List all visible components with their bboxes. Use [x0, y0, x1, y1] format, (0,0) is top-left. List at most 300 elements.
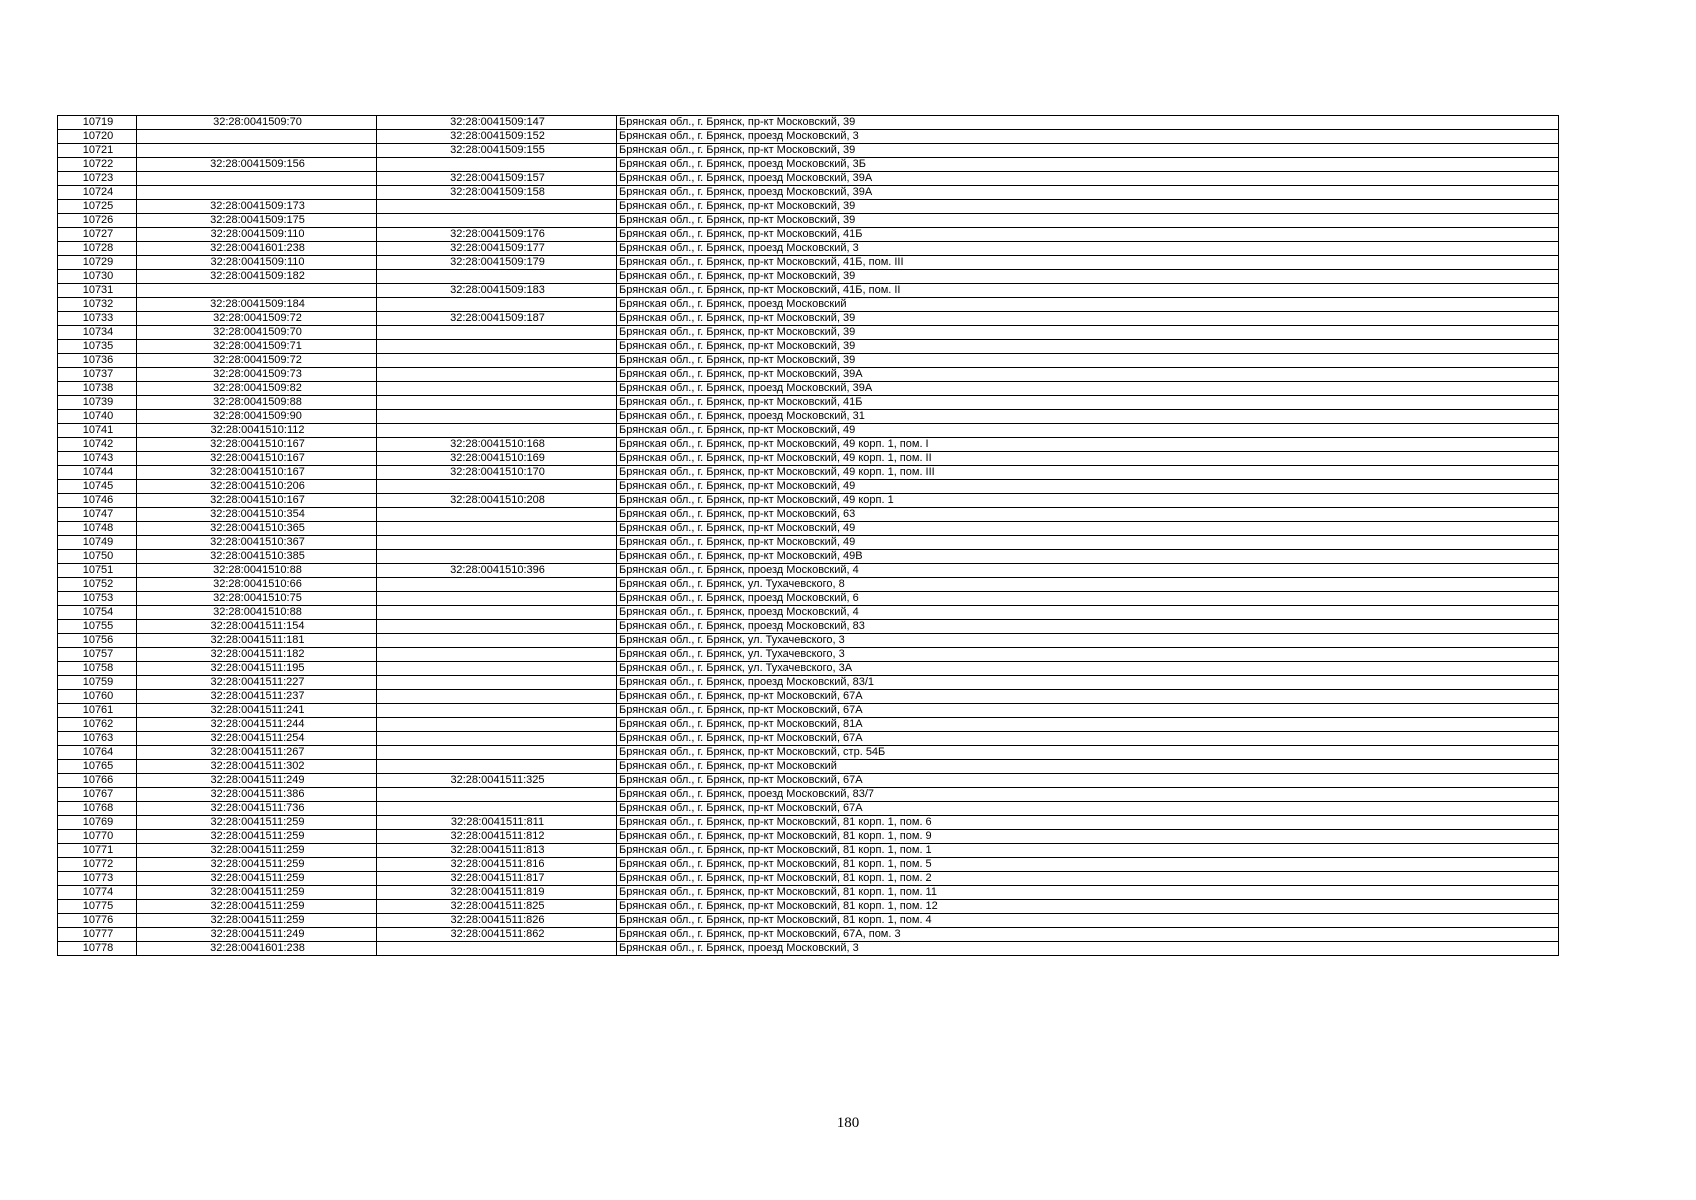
object-cadastral-number-cell [377, 662, 617, 676]
object-cadastral-number-cell: 32:28:0041509:176 [377, 228, 617, 242]
address-cell: Брянская обл., г. Брянск, пр-кт Московский, 49 корп. 1, пом. I [617, 438, 1559, 452]
cadastral-number-cell: 32:28:0041510:367 [137, 536, 377, 550]
row-number-cell: 10727 [58, 228, 137, 242]
table-row [58, 158, 1559, 172]
table-row [58, 116, 1559, 130]
object-cadastral-number-cell: 32:28:0041511:825 [377, 900, 617, 914]
address-cell: Брянская обл., г. Брянск, пр-кт Московский, 67А [617, 690, 1559, 704]
cadastral-number-cell: 32:28:0041509:182 [137, 270, 377, 284]
cadastral-number-cell: 32:28:0041511:259 [137, 830, 377, 844]
cadastral-number-cell: 32:28:0041510:75 [137, 592, 377, 606]
object-cadastral-number-cell: 32:28:0041510:168 [377, 438, 617, 452]
address-cell: Брянская обл., г. Брянск, пр-кт Московский [617, 760, 1559, 774]
table-row [58, 802, 1559, 816]
object-cadastral-number-cell: 32:28:0041509:155 [377, 144, 617, 158]
table-row [58, 704, 1559, 718]
row-number-cell: 10744 [58, 466, 137, 480]
object-cadastral-number-cell: 32:28:0041509:152 [377, 130, 617, 144]
object-cadastral-number-cell [377, 690, 617, 704]
object-cadastral-number-cell: 32:28:0041511:817 [377, 872, 617, 886]
address-cell: Брянская обл., г. Брянск, пр-кт Московский, 49 [617, 522, 1559, 536]
cadastral-number-cell: 32:28:0041511:241 [137, 704, 377, 718]
object-cadastral-number-cell [377, 410, 617, 424]
row-number-cell: 10759 [58, 676, 137, 690]
table-row [58, 284, 1559, 298]
table-row [58, 634, 1559, 648]
object-cadastral-number-cell [377, 648, 617, 662]
table-row [58, 676, 1559, 690]
address-cell: Брянская обл., г. Брянск, пр-кт Московский, 39 [617, 214, 1559, 228]
row-number-cell: 10775 [58, 900, 137, 914]
row-number-cell: 10751 [58, 564, 137, 578]
row-number-cell: 10721 [58, 144, 137, 158]
object-cadastral-number-cell: 32:28:0041511:325 [377, 774, 617, 788]
address-cell: Брянская обл., г. Брянск, пр-кт Московский, 81А [617, 718, 1559, 732]
cadastral-number-cell: 32:28:0041511:259 [137, 872, 377, 886]
address-cell: Брянская обл., г. Брянск, пр-кт Московский, 39 [617, 116, 1559, 130]
row-number-cell: 10750 [58, 550, 137, 564]
table-row [58, 788, 1559, 802]
object-cadastral-number-cell [377, 676, 617, 690]
object-cadastral-number-cell [377, 942, 617, 956]
table-row [58, 900, 1559, 914]
object-cadastral-number-cell: 32:28:0041511:862 [377, 928, 617, 942]
table-row [58, 382, 1559, 396]
table-row [58, 270, 1559, 284]
cadastral-number-cell: 32:28:0041509:88 [137, 396, 377, 410]
row-number-cell: 10757 [58, 648, 137, 662]
row-number-cell: 10767 [58, 788, 137, 802]
row-number-cell: 10739 [58, 396, 137, 410]
row-number-cell: 10761 [58, 704, 137, 718]
address-cell: Брянская обл., г. Брянск, проезд Московский, 3 [617, 130, 1559, 144]
table-row [58, 256, 1559, 270]
table-row [58, 228, 1559, 242]
cadastral-number-cell: 32:28:0041509:70 [137, 116, 377, 130]
table-row [58, 144, 1559, 158]
address-cell: Брянская обл., г. Брянск, проезд Московский, 83/1 [617, 676, 1559, 690]
address-cell: Брянская обл., г. Брянск, проезд Московский, 39А [617, 172, 1559, 186]
object-cadastral-number-cell [377, 760, 617, 774]
object-cadastral-number-cell [377, 634, 617, 648]
row-number-cell: 10726 [58, 214, 137, 228]
object-cadastral-number-cell [377, 732, 617, 746]
table-row [58, 844, 1559, 858]
address-cell: Брянская обл., г. Брянск, пр-кт Московский, 39А [617, 368, 1559, 382]
object-cadastral-number-cell [377, 214, 617, 228]
row-number-cell: 10732 [58, 298, 137, 312]
cadastral-number-cell [137, 172, 377, 186]
address-cell: Брянская обл., г. Брянск, пр-кт Московский, 81 корп. 1, пом. 1 [617, 844, 1559, 858]
address-cell: Брянская обл., г. Брянск, пр-кт Московский, 39 [617, 200, 1559, 214]
object-cadastral-number-cell: 32:28:0041510:396 [377, 564, 617, 578]
row-number-cell: 10778 [58, 942, 137, 956]
row-number-cell: 10728 [58, 242, 137, 256]
cadastral-number-cell [137, 144, 377, 158]
cadastral-number-cell: 32:28:0041510:88 [137, 606, 377, 620]
table-row [58, 368, 1559, 382]
row-number-cell: 10747 [58, 508, 137, 522]
address-cell: Брянская обл., г. Брянск, проезд Московский, 4 [617, 606, 1559, 620]
cadastral-number-cell: 32:28:0041511:259 [137, 816, 377, 830]
cadastral-number-cell: 32:28:0041509:71 [137, 340, 377, 354]
object-cadastral-number-cell [377, 298, 617, 312]
cadastral-number-cell: 32:28:0041511:195 [137, 662, 377, 676]
address-cell: Брянская обл., г. Брянск, пр-кт Московский, 49 [617, 536, 1559, 550]
address-cell: Брянская обл., г. Брянск, пр-кт Московский, 39 [617, 270, 1559, 284]
object-cadastral-number-cell [377, 270, 617, 284]
object-cadastral-number-cell: 32:28:0041511:826 [377, 914, 617, 928]
table-row [58, 424, 1559, 438]
cadastral-number-cell: 32:28:0041511:386 [137, 788, 377, 802]
object-cadastral-number-cell [377, 508, 617, 522]
table-row [58, 172, 1559, 186]
object-cadastral-number-cell: 32:28:0041511:813 [377, 844, 617, 858]
row-number-cell: 10763 [58, 732, 137, 746]
cadastral-number-cell: 32:28:0041509:110 [137, 228, 377, 242]
object-cadastral-number-cell [377, 480, 617, 494]
table-row [58, 298, 1559, 312]
table-row [58, 872, 1559, 886]
object-cadastral-number-cell [377, 592, 617, 606]
row-number-cell: 10760 [58, 690, 137, 704]
table-row [58, 354, 1559, 368]
cadastral-number-cell: 32:28:0041511:182 [137, 648, 377, 662]
address-cell: Брянская обл., г. Брянск, проезд Московский, 31 [617, 410, 1559, 424]
cadastral-number-cell: 32:28:0041510:167 [137, 494, 377, 508]
address-cell: Брянская обл., г. Брянск, ул. Тухачевского, 3 [617, 648, 1559, 662]
table-row [58, 326, 1559, 340]
table-row [58, 760, 1559, 774]
row-number-cell: 10723 [58, 172, 137, 186]
cadastral-number-cell: 32:28:0041509:110 [137, 256, 377, 270]
row-number-cell: 10731 [58, 284, 137, 298]
object-cadastral-number-cell [377, 704, 617, 718]
address-cell: Брянская обл., г. Брянск, пр-кт Московский, 39 [617, 326, 1559, 340]
object-cadastral-number-cell [377, 550, 617, 564]
row-number-cell: 10755 [58, 620, 137, 634]
row-number-cell: 10768 [58, 802, 137, 816]
object-cadastral-number-cell [377, 200, 617, 214]
address-cell: Брянская обл., г. Брянск, проезд Московский, 6 [617, 592, 1559, 606]
page-number: 180 [836, 1115, 860, 1131]
table-row [58, 746, 1559, 760]
row-number-cell: 10777 [58, 928, 137, 942]
cadastral-number-cell: 32:28:0041511:244 [137, 718, 377, 732]
object-cadastral-number-cell [377, 368, 617, 382]
address-cell: Брянская обл., г. Брянск, проезд Московский, 39А [617, 382, 1559, 396]
row-number-cell: 10740 [58, 410, 137, 424]
row-number-cell: 10770 [58, 830, 137, 844]
object-cadastral-number-cell [377, 522, 617, 536]
address-cell: Брянская обл., г. Брянск, пр-кт Московский, 41Б, пом. III [617, 256, 1559, 270]
table-row [58, 690, 1559, 704]
cadastral-number-cell: 32:28:0041511:259 [137, 914, 377, 928]
table-row [58, 774, 1559, 788]
address-cell: Брянская обл., г. Брянск, ул. Тухачевского, 3А [617, 662, 1559, 676]
row-number-cell: 10729 [58, 256, 137, 270]
address-cell: Брянская обл., г. Брянск, пр-кт Московский, 81 корп. 1, пом. 6 [617, 816, 1559, 830]
table-row [58, 886, 1559, 900]
address-cell: Брянская обл., г. Брянск, пр-кт Московский, 41Б, пом. II [617, 284, 1559, 298]
row-number-cell: 10742 [58, 438, 137, 452]
row-number-cell: 10719 [58, 116, 137, 130]
table-row [58, 606, 1559, 620]
address-cell: Брянская обл., г. Брянск, проезд Московский, 83 [617, 620, 1559, 634]
row-number-cell: 10752 [58, 578, 137, 592]
cadastral-number-cell: 32:28:0041509:73 [137, 368, 377, 382]
cadastral-number-cell: 32:28:0041509:173 [137, 200, 377, 214]
cadastral-number-cell: 32:28:0041510:354 [137, 508, 377, 522]
object-cadastral-number-cell [377, 802, 617, 816]
object-cadastral-number-cell [377, 354, 617, 368]
cadastral-number-cell: 32:28:0041509:184 [137, 298, 377, 312]
table-row [58, 816, 1559, 830]
table-row [58, 914, 1559, 928]
table-row [58, 648, 1559, 662]
object-cadastral-number-cell: 32:28:0041510:208 [377, 494, 617, 508]
address-cell: Брянская обл., г. Брянск, пр-кт Московский, 49 [617, 424, 1559, 438]
row-number-cell: 10754 [58, 606, 137, 620]
address-cell: Брянская обл., г. Брянск, пр-кт Московский, 49 [617, 480, 1559, 494]
object-cadastral-number-cell: 32:28:0041509:177 [377, 242, 617, 256]
table-row [58, 662, 1559, 676]
object-cadastral-number-cell: 32:28:0041509:179 [377, 256, 617, 270]
cadastral-number-cell: 32:28:0041511:259 [137, 858, 377, 872]
object-cadastral-number-cell [377, 536, 617, 550]
object-cadastral-number-cell: 32:28:0041509:183 [377, 284, 617, 298]
cadastral-number-cell: 32:28:0041509:175 [137, 214, 377, 228]
row-number-cell: 10741 [58, 424, 137, 438]
cadastral-register-table [57, 115, 1559, 956]
object-cadastral-number-cell [377, 424, 617, 438]
cadastral-number-cell: 32:28:0041511:249 [137, 774, 377, 788]
object-cadastral-number-cell [377, 158, 617, 172]
row-number-cell: 10762 [58, 718, 137, 732]
address-cell: Брянская обл., г. Брянск, пр-кт Московский, 39 [617, 340, 1559, 354]
address-cell: Брянская обл., г. Брянск, пр-кт Московский, 49В [617, 550, 1559, 564]
row-number-cell: 10725 [58, 200, 137, 214]
cadastral-number-cell: 32:28:0041511:254 [137, 732, 377, 746]
address-cell: Брянская обл., г. Брянск, пр-кт Московский, 81 корп. 1, пом. 9 [617, 830, 1559, 844]
object-cadastral-number-cell: 32:28:0041509:147 [377, 116, 617, 130]
table-row [58, 578, 1559, 592]
cadastral-number-cell: 32:28:0041509:72 [137, 312, 377, 326]
row-number-cell: 10735 [58, 340, 137, 354]
address-cell: Брянская обл., г. Брянск, пр-кт Московский, 81 корп. 1, пом. 5 [617, 858, 1559, 872]
table-row [58, 452, 1559, 466]
address-cell: Брянская обл., г. Брянск, проезд Московский [617, 298, 1559, 312]
address-cell: Брянская обл., г. Брянск, пр-кт Московский, 49 корп. 1 [617, 494, 1559, 508]
cadastral-number-cell: 32:28:0041510:167 [137, 466, 377, 480]
row-number-cell: 10771 [58, 844, 137, 858]
object-cadastral-number-cell [377, 746, 617, 760]
cadastral-number-cell: 32:28:0041511:259 [137, 886, 377, 900]
cadastral-number-cell: 32:28:0041510:112 [137, 424, 377, 438]
table-row [58, 396, 1559, 410]
row-number-cell: 10724 [58, 186, 137, 200]
row-number-cell: 10730 [58, 270, 137, 284]
table-row [58, 410, 1559, 424]
cadastral-number-cell: 32:28:0041511:227 [137, 676, 377, 690]
cadastral-number-cell: 32:28:0041510:385 [137, 550, 377, 564]
address-cell: Брянская обл., г. Брянск, пр-кт Московский, 81 корп. 1, пом. 11 [617, 886, 1559, 900]
table-row [58, 214, 1559, 228]
address-cell: Брянская обл., г. Брянск, пр-кт Московский, 67А [617, 802, 1559, 816]
address-cell: Брянская обл., г. Брянск, пр-кт Московский, 67А [617, 774, 1559, 788]
cadastral-number-cell: 32:28:0041509:70 [137, 326, 377, 340]
address-cell: Брянская обл., г. Брянск, пр-кт Московский, 39 [617, 144, 1559, 158]
table-row [58, 242, 1559, 256]
object-cadastral-number-cell [377, 718, 617, 732]
object-cadastral-number-cell [377, 578, 617, 592]
cadastral-number-cell: 32:28:0041601:238 [137, 942, 377, 956]
table-row [58, 620, 1559, 634]
address-cell: Брянская обл., г. Брянск, пр-кт Московский, 41Б [617, 396, 1559, 410]
row-number-cell: 10766 [58, 774, 137, 788]
address-cell: Брянская обл., г. Брянск, проезд Московский, 83/7 [617, 788, 1559, 802]
table-row [58, 480, 1559, 494]
row-number-cell: 10764 [58, 746, 137, 760]
cadastral-number-cell: 32:28:0041510:167 [137, 438, 377, 452]
address-cell: Брянская обл., г. Брянск, пр-кт Московский, 67А [617, 732, 1559, 746]
row-number-cell: 10733 [58, 312, 137, 326]
object-cadastral-number-cell: 32:28:0041509:187 [377, 312, 617, 326]
address-cell: Брянская обл., г. Брянск, пр-кт Московский, 67А, пом. 3 [617, 928, 1559, 942]
cadastral-number-cell [137, 130, 377, 144]
table-row [58, 312, 1559, 326]
row-number-cell: 10773 [58, 872, 137, 886]
address-cell: Брянская обл., г. Брянск, пр-кт Московский, стр. 54Б [617, 746, 1559, 760]
address-cell: Брянская обл., г. Брянск, пр-кт Московский, 39 [617, 354, 1559, 368]
table-row [58, 438, 1559, 452]
object-cadastral-number-cell: 32:28:0041510:169 [377, 452, 617, 466]
table-row [58, 466, 1559, 480]
object-cadastral-number-cell: 32:28:0041511:812 [377, 830, 617, 844]
table-row [58, 536, 1559, 550]
table-row [58, 130, 1559, 144]
address-cell: Брянская обл., г. Брянск, пр-кт Московский, 81 корп. 1, пом. 4 [617, 914, 1559, 928]
table-row [58, 340, 1559, 354]
cadastral-number-cell: 32:28:0041511:259 [137, 900, 377, 914]
cadastral-number-cell: 32:28:0041510:365 [137, 522, 377, 536]
cadastral-number-cell: 32:28:0041511:154 [137, 620, 377, 634]
row-number-cell: 10746 [58, 494, 137, 508]
address-cell: Брянская обл., г. Брянск, проезд Московский, 3Б [617, 158, 1559, 172]
table-row [58, 522, 1559, 536]
address-cell: Брянская обл., г. Брянск, проезд Московский, 39А [617, 186, 1559, 200]
cadastral-number-cell: 32:28:0041510:88 [137, 564, 377, 578]
object-cadastral-number-cell [377, 396, 617, 410]
cadastral-number-cell: 32:28:0041511:302 [137, 760, 377, 774]
address-cell: Брянская обл., г. Брянск, пр-кт Московский, 63 [617, 508, 1559, 522]
address-cell: Брянская обл., г. Брянск, пр-кт Московский, 49 корп. 1, пом. II [617, 452, 1559, 466]
cadastral-number-cell: 32:28:0041511:267 [137, 746, 377, 760]
row-number-cell: 10774 [58, 886, 137, 900]
cadastral-number-cell: 32:28:0041509:90 [137, 410, 377, 424]
row-number-cell: 10734 [58, 326, 137, 340]
cadastral-number-cell: 32:28:0041511:736 [137, 802, 377, 816]
address-cell: Брянская обл., г. Брянск, пр-кт Московский, 41Б [617, 228, 1559, 242]
row-number-cell: 10772 [58, 858, 137, 872]
address-cell: Брянская обл., г. Брянск, пр-кт Московский, 81 корп. 1, пом. 2 [617, 872, 1559, 886]
row-number-cell: 10753 [58, 592, 137, 606]
row-number-cell: 10765 [58, 760, 137, 774]
address-cell: Брянская обл., г. Брянск, пр-кт Московский, 39 [617, 312, 1559, 326]
object-cadastral-number-cell [377, 340, 617, 354]
cadastral-number-cell: 32:28:0041509:72 [137, 354, 377, 368]
table-row [58, 564, 1559, 578]
table-row [58, 732, 1559, 746]
address-cell: Брянская обл., г. Брянск, проезд Московский, 3 [617, 242, 1559, 256]
row-number-cell: 10720 [58, 130, 137, 144]
object-cadastral-number-cell [377, 326, 617, 340]
object-cadastral-number-cell: 32:28:0041510:170 [377, 466, 617, 480]
object-cadastral-number-cell: 32:28:0041509:158 [377, 186, 617, 200]
row-number-cell: 10722 [58, 158, 137, 172]
table-row [58, 928, 1559, 942]
row-number-cell: 10749 [58, 536, 137, 550]
table-row [58, 830, 1559, 844]
object-cadastral-number-cell [377, 382, 617, 396]
register-table-body [58, 116, 1559, 956]
table-row [58, 186, 1559, 200]
object-cadastral-number-cell: 32:28:0041511:811 [377, 816, 617, 830]
row-number-cell: 10745 [58, 480, 137, 494]
object-cadastral-number-cell: 32:28:0041511:816 [377, 858, 617, 872]
cadastral-number-cell: 32:28:0041511:237 [137, 690, 377, 704]
cadastral-number-cell: 32:28:0041509:156 [137, 158, 377, 172]
cadastral-number-cell: 32:28:0041509:82 [137, 382, 377, 396]
row-number-cell: 10769 [58, 816, 137, 830]
cadastral-number-cell: 32:28:0041510:206 [137, 480, 377, 494]
cadastral-number-cell: 32:28:0041510:167 [137, 452, 377, 466]
row-number-cell: 10736 [58, 354, 137, 368]
address-cell: Брянская обл., г. Брянск, проезд Московский, 3 [617, 942, 1559, 956]
object-cadastral-number-cell [377, 620, 617, 634]
cadastral-number-cell [137, 186, 377, 200]
address-cell: Брянская обл., г. Брянск, пр-кт Московский, 49 корп. 1, пом. III [617, 466, 1559, 480]
address-cell: Брянская обл., г. Брянск, проезд Московский, 4 [617, 564, 1559, 578]
address-cell: Брянская обл., г. Брянск, пр-кт Московский, 81 корп. 1, пом. 12 [617, 900, 1559, 914]
table-row [58, 508, 1559, 522]
row-number-cell: 10737 [58, 368, 137, 382]
cadastral-number-cell: 32:28:0041601:238 [137, 242, 377, 256]
table-row [58, 200, 1559, 214]
table-row [58, 550, 1559, 564]
cadastral-number-cell: 32:28:0041511:181 [137, 634, 377, 648]
address-cell: Брянская обл., г. Брянск, пр-кт Московский, 67А [617, 704, 1559, 718]
object-cadastral-number-cell: 32:28:0041509:157 [377, 172, 617, 186]
object-cadastral-number-cell: 32:28:0041511:819 [377, 886, 617, 900]
cadastral-number-cell [137, 284, 377, 298]
table-row [58, 942, 1559, 956]
table-row [58, 494, 1559, 508]
row-number-cell: 10738 [58, 382, 137, 396]
address-cell: Брянская обл., г. Брянск, ул. Тухачевского, 8 [617, 578, 1559, 592]
table-row [58, 592, 1559, 606]
cadastral-number-cell: 32:28:0041510:66 [137, 578, 377, 592]
row-number-cell: 10758 [58, 662, 137, 676]
row-number-cell: 10748 [58, 522, 137, 536]
cadastral-number-cell: 32:28:0041511:249 [137, 928, 377, 942]
row-number-cell: 10756 [58, 634, 137, 648]
table-row [58, 718, 1559, 732]
table-row [58, 858, 1559, 872]
object-cadastral-number-cell [377, 606, 617, 620]
address-cell: Брянская обл., г. Брянск, ул. Тухачевского, 3 [617, 634, 1559, 648]
object-cadastral-number-cell [377, 788, 617, 802]
